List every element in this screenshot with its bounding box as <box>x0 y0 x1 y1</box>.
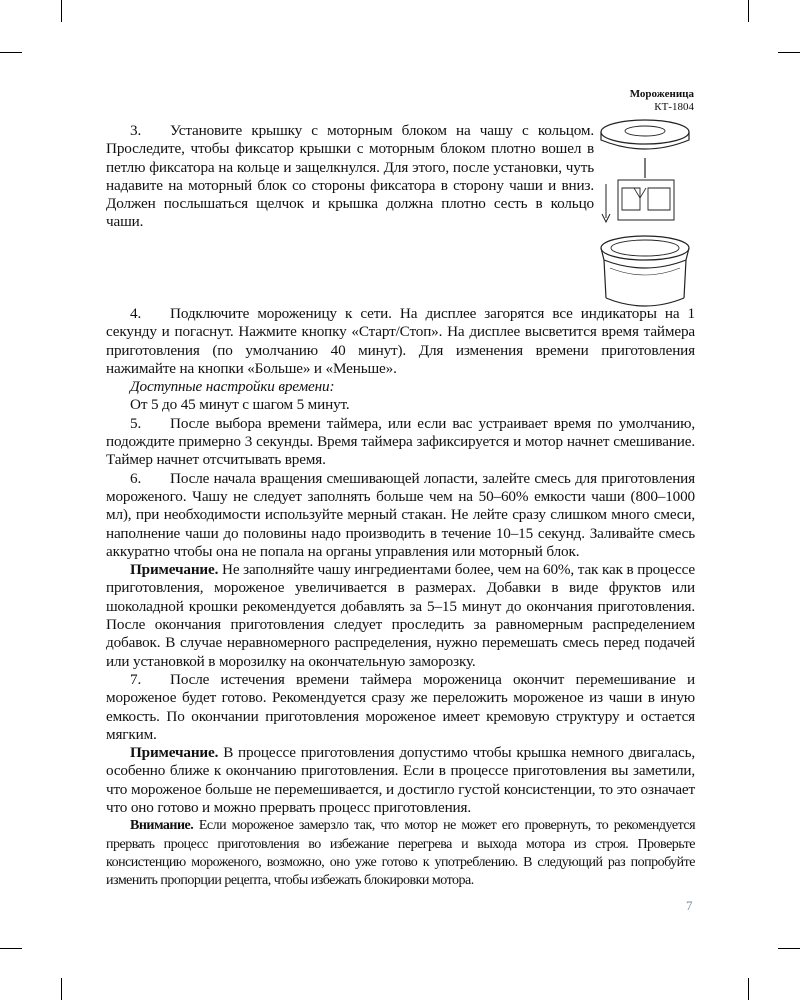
step-text: Установите крышку с моторным блоком на чашу с кольцом. Проследите, чтобы фиксатор крышки с моторным блоком плотно вошел в петлю фиксатора на кольце и защелкнулся. Для этого, после установки, чуть надавите на моторный блок со стороны фиксатора в сторону чаши и вниз. Должен послышаться щелчок и крышка должна плотно сесть в кольцо чаши. <box>106 122 594 231</box>
crop-mark <box>0 52 22 53</box>
step-5 <box>106 415 695 470</box>
step-text: Подключите мороженицу к сети. На дисплее загорятся все индикаторы на 1 секунду и погаснут. Нажмите кнопку «Старт/Стоп». На дисплее высветится время таймера приготовления (по умолчанию 40 минут). Для изменения времени приготовления нажимайте на кнопки «Больше» и «Меньше». <box>106 305 695 377</box>
crop-mark <box>61 0 62 22</box>
step-number: 5. <box>130 414 142 432</box>
note-label: Примечание. <box>130 744 219 762</box>
step-text: После начала вращения смешивающей лопасти, залейте смесь для приготовления мороженого. Чашу не следует заполнять больше чем на 50–60% емкости чаши (800–1000 мл), при необходимости используйте мерный стакан. Не лейте сразу слишком много смеси, наполнение чаши до половины надо производить в течение 10–15 секунд. Заливайте смесь аккуратно чтобы она не попала на органы управления или моторный блок. <box>106 469 695 560</box>
step-text: После выбора времени таймера, или если вас устраивает время по умолчанию, подождите примерно 3 секунды. Время таймера зафиксируется и мотор начнет смешивание. Таймер начнет отсчитывать время. <box>106 414 695 469</box>
crop-mark <box>748 0 749 22</box>
time-settings-range: От 5 до 45 минут с шагом 5 минут. <box>130 396 350 414</box>
step-4 <box>106 305 695 378</box>
lid-assembly-illustration <box>590 118 700 314</box>
warning <box>106 817 695 890</box>
step-7 <box>106 671 695 744</box>
crop-mark <box>61 978 62 1000</box>
warning-text: Если мороженое замерзло так, что мотор не может его провернуть, то рекомендуется прервать процесс приготовления во избежание перегрева и выхода мотора из строя. Проверьте консистенцию мороженого, возможно, оно уже готово к употреблению. В следующий раз попробуйте изменить пропорции рецепта, чтобы избежать блокировки мотора. <box>106 818 696 888</box>
note-text: В процессе приготовления допустимо чтобы крышка немного двигалась, особенно ближе к окончанию приготовления. Если в процессе приготовления вы заметили, что мороженое больше не перемешивается, и достигло густой консистенции, то это означает что оно готово и можно прервать процесс приготовления. <box>106 744 696 817</box>
step-6 <box>106 470 695 561</box>
crop-mark <box>778 948 800 949</box>
note-1 <box>106 561 695 671</box>
product-name: Мороженица <box>629 88 694 100</box>
model-number: КТ-1804 <box>654 101 694 113</box>
crop-mark <box>778 52 800 53</box>
page-header <box>630 88 694 114</box>
time-settings-heading: Доступные настройки времени: <box>130 378 335 396</box>
step-number: 4. <box>130 305 142 322</box>
step-text: После истечения времени таймера мороженица окончит перемешивание и мороженое будет готово. Рекомендуется сразу же переложить мороженое из чаши в иную емкость. По окончании приготовления мороженое имеет кремовую структуру и остается мягким. <box>106 670 695 743</box>
step-number: 3. <box>130 122 142 139</box>
note-2 <box>106 744 695 817</box>
note-label: Примечание. <box>130 561 219 579</box>
step-3 <box>106 122 594 232</box>
step-number: 6. <box>130 469 142 487</box>
note-text: Не заполняйте чашу ингредиентами более, чем на 60%, так как в процессе приготовления, мороженое увеличивается в размерах. Добавки в виде фруктов или шоколадной крошки рекомендуется добавлять за 5–15 минут до окончания приготовления. После окончания приготовления следует проследить за равномерным распределением добавок. В случае неравномерного распределения, нужно перемешать смесь перед подачей или установкой в морозилку на окончательную заморозку. <box>106 561 696 670</box>
instructions-body <box>106 305 695 890</box>
step-number: 7. <box>130 670 142 688</box>
warning-label: Внимание. <box>130 818 194 834</box>
page-number: 7 <box>686 898 693 913</box>
crop-mark <box>0 948 22 949</box>
crop-mark <box>748 978 749 1000</box>
